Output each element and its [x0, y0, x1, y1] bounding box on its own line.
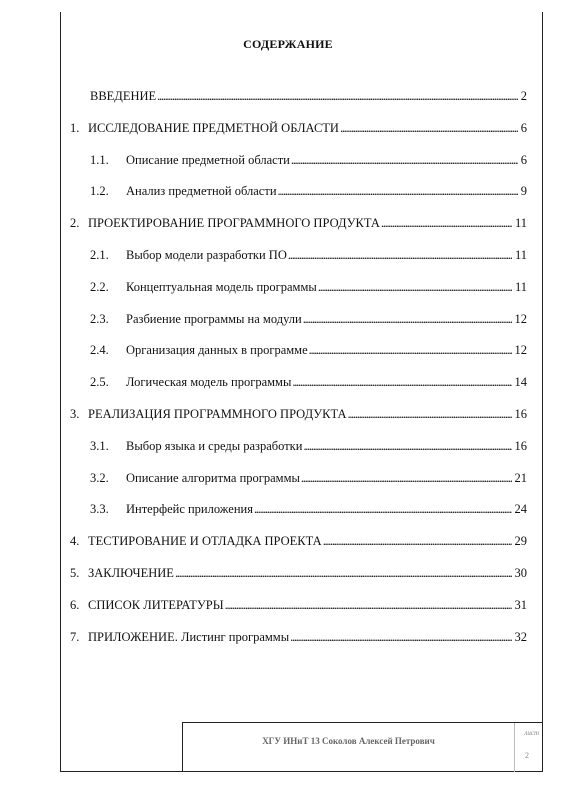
toc-dot-leader — [291, 152, 518, 168]
toc-entry-page: 32 — [514, 629, 527, 644]
toc-entry-title: Выбор языка и среды разработки — [126, 438, 303, 453]
toc-entry-title: ПРОЕКТИРОВАНИЕ ПРОГРАММНОГО ПРОДУКТА — [88, 216, 380, 231]
toc-entry-number: 2.2. — [90, 279, 109, 294]
toc-dot-leader — [225, 597, 512, 613]
toc-entry-number: 2.5. — [90, 375, 109, 390]
toc-dot-leader — [301, 470, 512, 486]
toc-entry — [90, 88, 527, 104]
toc-entry-number: 2.4. — [90, 343, 109, 358]
toc-entry — [90, 183, 527, 199]
toc-entry-number: 3.2. — [90, 470, 109, 485]
toc-entry-page: 16 — [514, 438, 527, 453]
toc-entry-number: 1.2. — [90, 184, 109, 199]
toc-entry — [90, 470, 527, 486]
toc-dot-leader — [157, 88, 518, 104]
page-title: СОДЕРЖАНИЕ — [243, 37, 333, 51]
toc-entry-number: 7. — [70, 629, 80, 644]
toc-entry-page: 14 — [514, 375, 527, 390]
title-block-stamp — [182, 722, 542, 772]
stamp-sheet-number: 2 — [525, 751, 529, 760]
toc-dot-leader — [381, 215, 512, 231]
toc-entry-title: Анализ предметной области — [126, 184, 277, 199]
toc-entry-page: 24 — [514, 502, 527, 517]
toc-entry — [90, 438, 527, 454]
toc-entry-title: ВВЕДЕНИЕ — [90, 89, 157, 103]
toc-entry-page: 11 — [514, 216, 527, 231]
toc-entry-number: 2. — [70, 216, 80, 231]
toc-entry-number: 2.3. — [90, 311, 109, 326]
toc-entry — [70, 629, 527, 645]
toc-entry — [70, 215, 527, 231]
toc-dot-leader — [175, 565, 512, 581]
toc-entry-page: 12 — [514, 311, 527, 326]
toc-entry — [70, 565, 527, 581]
toc-entry-page: 29 — [514, 534, 527, 549]
toc-entry — [70, 597, 527, 613]
toc-entry-page: 6 — [520, 152, 527, 167]
toc-entry-title: РЕАЛИЗАЦИЯ ПРОГРАММНОГО ПРОДУКТА — [88, 407, 347, 421]
toc-entry-number: 3. — [70, 407, 80, 421]
toc-entry-page: 6 — [520, 120, 527, 135]
toc-dot-leader — [309, 342, 512, 358]
toc-dot-leader — [347, 406, 511, 422]
toc-dot-leader — [303, 311, 512, 327]
toc-entry-title: Концептуальная модель программы — [126, 279, 317, 294]
toc-dot-leader — [288, 247, 512, 263]
toc-entry-title: ИССЛЕДОВАНИЕ ПРЕДМЕТНОЙ ОБЛАСТИ — [88, 120, 339, 135]
toc-entry-number: 1.1. — [90, 152, 109, 167]
toc-entry-title: Логическая модель программы — [126, 375, 292, 390]
toc-dot-leader — [323, 533, 512, 549]
toc-entry-page: 2 — [520, 89, 527, 103]
toc-entry-number: 5. — [70, 566, 80, 580]
toc-entry-title: Описание алгоритма программы — [126, 470, 300, 485]
toc-entry-title: ТЕСТИРОВАНИЕ И ОТЛАДКА ПРОЕКТА — [88, 534, 322, 549]
toc-entry-page: 21 — [514, 470, 527, 485]
toc-entry-page: 12 — [514, 343, 527, 358]
toc-dot-leader — [303, 438, 511, 454]
stamp-sheet-label: лист — [524, 729, 539, 737]
toc-entry — [70, 120, 527, 136]
toc-entry — [90, 501, 527, 517]
toc-entry-title: Организация данных в программе — [126, 343, 308, 358]
toc-entry-number: 4. — [70, 534, 80, 549]
toc-dot-leader — [278, 183, 518, 199]
toc-entry-title: Разбиение программы на модули — [126, 311, 302, 326]
toc-entry-number: 1. — [70, 120, 80, 135]
toc-entry-page: 9 — [520, 184, 527, 199]
toc-entry-number: 2.1. — [90, 248, 109, 262]
toc-dot-leader — [318, 279, 512, 295]
toc-entry-title: СПИСОК ЛИТЕРАТУРЫ — [88, 597, 224, 612]
toc-entry-number: 3.3. — [90, 502, 109, 517]
toc-entry-title: Описание предметной области — [126, 152, 290, 167]
toc-entry-page: 16 — [514, 407, 527, 421]
toc-entry — [90, 279, 527, 295]
toc-entry-page: 11 — [514, 279, 527, 294]
toc-entry-number: 3.1. — [90, 438, 109, 453]
toc-dot-leader — [292, 374, 511, 390]
toc-entry-number: 6. — [70, 597, 80, 612]
toc-entry-page: 31 — [514, 597, 527, 612]
toc-entry — [90, 374, 527, 390]
toc-entry-page: 30 — [514, 566, 527, 580]
toc-entry-page: 11 — [514, 248, 527, 262]
toc-entry-title: ЗАКЛЮЧЕНИЕ — [88, 566, 174, 580]
toc-dot-leader — [254, 501, 512, 517]
toc-dot-leader — [340, 120, 518, 136]
stamp-author: ХГУ ИНиТ 13 Соколов Алексей Петрович — [262, 736, 435, 746]
toc-entry — [90, 152, 527, 168]
toc-entry-title: Выбор модели разработки ПО — [126, 248, 287, 262]
toc-entry-title: ПРИЛОЖЕНИЕ. Листинг программы — [88, 629, 290, 644]
toc-entry — [90, 247, 527, 263]
toc-dot-leader — [290, 629, 511, 645]
toc-entry — [70, 533, 527, 549]
toc-entry — [90, 311, 527, 327]
toc-entry — [70, 406, 527, 422]
toc-entry-title: Интерфейс приложения — [126, 502, 253, 517]
toc-entry — [90, 342, 527, 358]
